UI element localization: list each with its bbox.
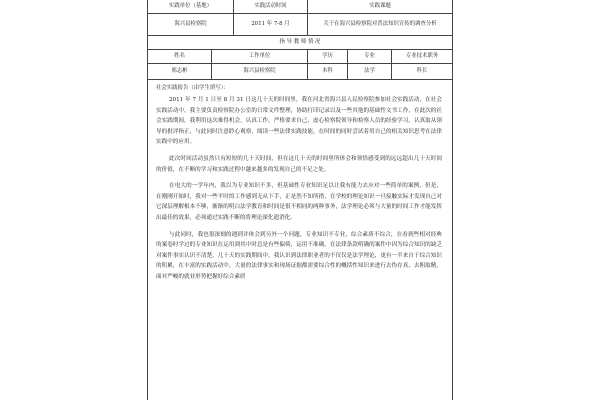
header-label-row: [148, 0, 452, 14]
report-paragraph: 2011 年 7 月 1 日至 8 月 31 日这几十天的时间里，我在河北省海兴县人民检察院参加社会实践活动，在社会实践活动中，我主要负责检察院办公室的日常文件整理，协助打印记录以及一些其他的基础性文书工作，在此次的社会实践期间，我利用这次难得机会，认真工作，严格要求自己，虚心检察院领导和检察人员的经验学习，认真取从领导的批评指正，与此同时注意聆心观察，阅读一些法律实践技能，在时间的同时尝试着用自己的相关知识思考在法律实践中的应用。: [156, 97, 442, 146]
report-body: [148, 80, 452, 400]
col-workplace: 工作单位: [212, 50, 308, 63]
guide-title: 科长: [416, 68, 428, 75]
guide-major: 法学: [348, 64, 392, 79]
guide-workplace: 海兴县检察院: [212, 64, 308, 79]
col-name: 姓名: [148, 50, 212, 63]
report-paragraph: 此次时间活动虽然只有短短的几十天时间，但在这几十天的时间里所体会和领悟感受到的远远超出几十天时间的价值，在不断的学习和实践过程中越来越多的发现自己的不足之处。: [156, 155, 442, 173]
time-value: 2011 年 7-8 月: [234, 14, 308, 35]
unit-value: 海兴县检察院: [148, 14, 234, 35]
guide-header-row: [148, 50, 452, 64]
report-paragraph: 在电大的一学年内，我以为专业知识不多，但基础性专业知识足以让我有能力去应对一些简单的案例，但是，在刚刚开始时，我对一些平时的工作感到无从下手，正是然不知所措，在学校的理论知识一旦接触实际才发现自己对它深层理解根本不够，渐渐的明白法学教育和时间是很不相同的两种事务，法学理论必须与大量的时间工作才能发挥出最佳的效果，必须通过实践不断的将理论深化遗消化。: [156, 183, 442, 221]
report-label: 社会实践报告（由学生填写）：: [156, 85, 229, 91]
report-paragraph: 与此同时，我也很深刻的遇到并体会到另外一个问题，专业知识不专业，综合素质不综合，在看到些相对经典的案卷时学过的专业知识在运用到其中时总是有些偏倚，运用不准确，在法律条款明确的案件中因为综合知识的缺乏对案件事实认识不清楚，几十天的实践期间中，我认识到法律职业者的不仅仅是法学理论，更有一半来自于综合知识的积累，在丰富的实践活动中，大量的法律事实和现场证据都需要综合性的概括性知识来进行去伪存真，去粗取精，面对严峻的就业形势把握好综合素质: [156, 231, 442, 280]
topic-value: 关于在海兴县检察院对普法知识宣传的调查分析: [323, 21, 437, 28]
guide-data-row: [148, 64, 452, 80]
unit-label: 实践单位（基地）: [148, 0, 234, 13]
col-title: 专业技术职务: [405, 53, 439, 60]
report-page: [147, 0, 453, 400]
topic-label: 实践课题: [369, 3, 391, 10]
guide-name: 邢志彬: [148, 64, 212, 79]
header-value-row: [148, 14, 452, 36]
time-label: 实践活动时间: [234, 0, 308, 13]
col-major: 专业: [348, 50, 392, 63]
guide-education: 本科: [308, 64, 348, 79]
guide-section-title: 指 导 教 师 情 况: [279, 39, 321, 46]
col-education: 学历: [308, 50, 348, 63]
guide-section-title-row: [148, 36, 452, 50]
